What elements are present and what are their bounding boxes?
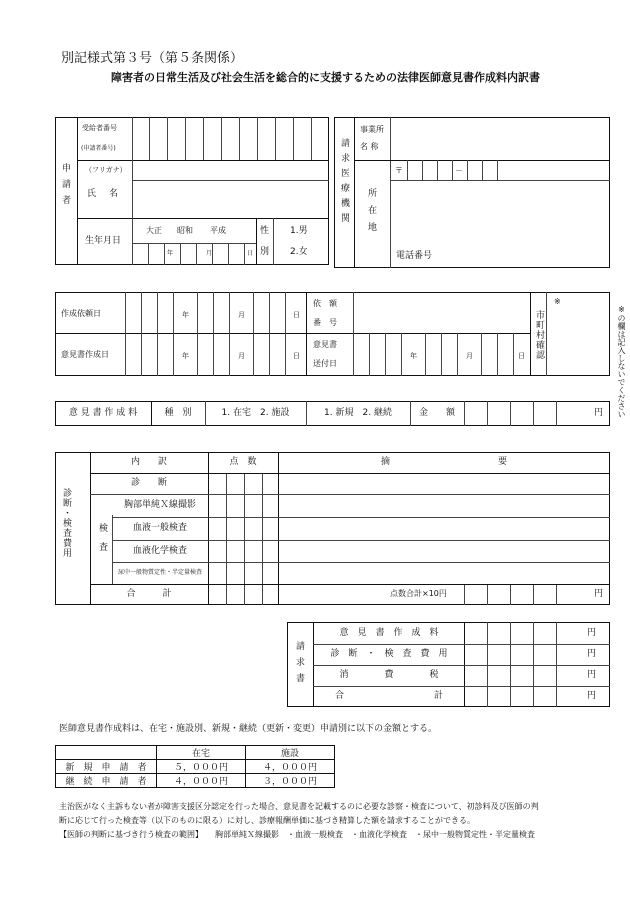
invoice-row-tax: 消 費 税 [339, 670, 439, 680]
institution-section-label: 請求医療機関 [339, 138, 349, 228]
side-note: ※の欄は記入しないでください [617, 305, 626, 418]
fee-row-home: ５，０００円 [157, 760, 246, 774]
exam-section-label: 診断・検査費用 [61, 488, 71, 558]
recipient-number-label: 受給者番号 [82, 124, 117, 132]
fee-table-corner [56, 746, 157, 760]
fee-row-facility: ３，０００円 [246, 774, 335, 788]
fee-table-header-row [56, 746, 335, 760]
exam-label: 検査 [97, 523, 107, 561]
exam-total-label: 合 計 [126, 589, 172, 599]
table-row [56, 774, 335, 788]
request-number-label-1: 依 額 [313, 299, 337, 308]
era-showa[interactable]: 昭和 [177, 226, 193, 235]
postal-mark: 〒 [395, 166, 403, 175]
request-day-unit: 日 [293, 311, 300, 319]
invoice-row-opinion-fee: 意 見 書 作 成 料 [339, 627, 439, 638]
opinion-fee-label: 意 見 書 作 成 料 [68, 408, 138, 418]
invoice-row-total: 合 計 [334, 691, 443, 701]
invoice-yen-3: 円 [587, 670, 597, 680]
sex-female-option[interactable]: 2.女 [290, 247, 308, 257]
points-header: 点 数 [229, 457, 257, 467]
request-number-label-2: 番 号 [313, 318, 337, 327]
birth-date-label: 生年月日 [85, 236, 122, 246]
diagnosis-label: 診 断 [130, 478, 167, 488]
era-taisho[interactable]: 大正 [146, 226, 162, 235]
form-number: 別記様式第３号（第５条関係） [61, 51, 244, 66]
invoice-row-exam-fee: 診 断 ・ 検 査 費 用 [330, 649, 448, 659]
kind-options[interactable]: 1. 新規 2. 継続 [324, 408, 392, 418]
points-total-label: 点数合計×10円 [390, 589, 447, 598]
invoice-yen-4: 円 [587, 691, 597, 701]
exam-item-blood-general: 血液一般検査 [132, 523, 187, 533]
era-heisei[interactable]: 平成 [210, 226, 226, 235]
amount-label: 金 額 [418, 408, 455, 418]
sent-day-unit: 日 [518, 352, 525, 360]
write-date-label: 意見書作成日 [61, 350, 109, 359]
fee-yen-unit: 円 [594, 408, 604, 418]
type-label: 種 別 [164, 408, 192, 418]
write-day-unit: 日 [293, 352, 300, 360]
invoice-section-label: 請求書 [294, 641, 304, 689]
name-label: 氏 名 [87, 189, 121, 199]
exam-item-urine: 尿中一般物質定性・半定量検査 [117, 569, 202, 576]
exam-item-xray: 胸部単純Ｘ線撮影 [123, 500, 196, 510]
birth-year-unit: 年 [167, 250, 174, 257]
sex-label-2: 別 [260, 247, 270, 257]
summary-header: 摘 要 [380, 457, 507, 467]
note-line-3: 【医師の判断に基づき行う検査の範囲】 胸部単純Ｘ線撮影 ・血液一般検査 ・血液化学検査 ・尿中一般物質定性・半定量検査 [59, 830, 535, 839]
furigana-label: （フリガナ） [85, 166, 127, 174]
birth-month-unit: 月 [206, 250, 213, 257]
office-label-2: 名 称 [360, 142, 379, 151]
fee-intro-text: 医師意見書作成料は、在宅・施設別、新規・継続（更新・変更）申請別に以下の金額とする。 [59, 724, 438, 734]
birth-day-unit: 日 [247, 250, 254, 257]
sex-label-1: 性 [260, 226, 270, 236]
fee-row-facility: ４，０００円 [246, 760, 335, 774]
sent-month-unit: 月 [466, 352, 473, 360]
office-label-1: 事業所 [360, 125, 384, 134]
write-month-unit: 月 [238, 352, 245, 360]
sent-date-label-2: 送付日 [313, 359, 337, 368]
address-label: 所在地 [366, 188, 376, 239]
fee-table-header-facility: 施設 [246, 746, 335, 760]
fee-row-home: ４，０００円 [157, 774, 246, 788]
exam-yen-unit: 円 [594, 589, 604, 599]
city-check-label: 市町村確認 [534, 310, 544, 360]
postal-dash: － [455, 166, 463, 175]
write-year-unit: 年 [182, 352, 189, 360]
phone-label: 電話番号 [396, 251, 433, 261]
fee-schedule-table [55, 745, 335, 788]
fee-table-header-home: 在宅 [157, 746, 246, 760]
sent-year-unit: 年 [410, 352, 417, 360]
invoice-yen-1: 円 [587, 628, 597, 638]
request-month-unit: 月 [238, 311, 245, 319]
fee-row-label: 新 規 申 請 者 [56, 760, 157, 774]
applicant-section-label: 申請者 [60, 163, 70, 211]
page-title: 障害者の日常生活及び社会生活を総合的に支援するための法律医師意見書作成料内訳書 [111, 71, 540, 84]
fee-row-label: 継 続 申 請 者 [56, 774, 157, 788]
note-line-1: 主治医がなく主訴もない者が障害支援区分認定を行った場合、意見書を記載するのに必要な診察・検査について、初診料及び医師の判 [59, 802, 539, 811]
type-options[interactable]: 1. 在宅 2. 施設 [221, 408, 290, 418]
request-date-label: 作成依頼日 [61, 309, 101, 318]
applicant-number-label: (申請者番号) [81, 145, 116, 152]
table-row [56, 760, 335, 774]
sex-male-option[interactable]: 1.男 [290, 226, 308, 236]
invoice-yen-2: 円 [587, 649, 597, 659]
breakdown-header: 内 訳 [130, 457, 167, 467]
note-line-2: 断に応じて行った検査等（以下のものに限る）に対し、診療報酬単価に基づき精算した額を請求することができる。 [59, 816, 475, 825]
exam-item-blood-chemistry: 血液化学検査 [132, 545, 187, 556]
sent-date-label-1: 意見書 [313, 340, 337, 349]
request-year-unit: 年 [182, 311, 189, 319]
asterisk-mark: ※ [554, 297, 561, 306]
